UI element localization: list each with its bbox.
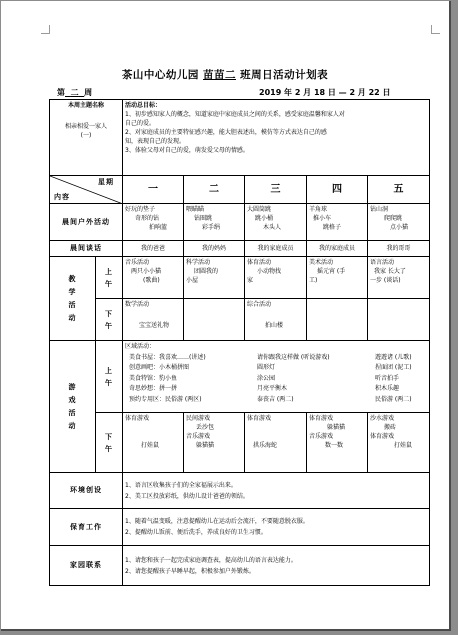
- home-content: 1、请您和孩子一起完成家庭调查表，提高幼儿的语言表达能力。 2、请您提醒孩子早睡早起，积极参加户外锻炼。: [123, 546, 430, 586]
- outdoor-item: 羊角球 推小车 跳格子: [307, 204, 368, 241]
- teaching-am-item: 语言活动 我家 长大了 一步 (谈话): [368, 257, 430, 299]
- games-pm-row: [50, 413, 430, 473]
- teaching-pm-label: 下午: [96, 299, 123, 341]
- care-content: 1、随着气温变暖，注意提醒幼儿在运动后会流汗，不要随意脱衣服。 2、提醒幼儿饭前、便后洗手，养成良好的卫生习惯。: [123, 509, 430, 546]
- day-header-label: 星期 内容: [50, 176, 123, 204]
- teaching-label: 教学活动: [50, 257, 96, 341]
- teaching-am-row: [50, 257, 430, 299]
- games-pm-item: 沙水游戏 搬砖 体育游戏 打娃鼠: [368, 413, 430, 473]
- date-range: 2019 年 2 月 18 日 — 2 月 22 日: [259, 88, 391, 97]
- document-page: [1, 1, 451, 631]
- talk-item: 我的妈妈: [184, 241, 245, 257]
- games-pm-item: 体育游戏 躲猫猫 音乐游戏 数一数: [307, 413, 368, 473]
- talk-row: [50, 241, 430, 257]
- talk-item: 我的家庭成员: [245, 241, 307, 257]
- outdoor-item: 钻山洞 爬爬跳 点小猫: [368, 204, 430, 241]
- day-3: 三: [245, 176, 307, 204]
- page-title: 茶山中心幼儿园 苗苗二 班周日活动计划表: [121, 69, 329, 81]
- home-label: 家园联系: [50, 546, 123, 586]
- teaching-am-label: 上午: [96, 257, 123, 299]
- theme-row: [50, 100, 430, 176]
- outdoor-item: 喂瞄瞄 钻圈跳 彩手绢: [184, 204, 245, 241]
- outdoor-item: 好玩的垫子 奇形的钻 拍响篮: [123, 204, 184, 241]
- games-pm-label: 下午: [96, 413, 123, 473]
- teaching-am-item: 科学活动 团圆我的 小屋: [184, 257, 245, 299]
- day-header-row: [50, 176, 430, 204]
- env-label: 环境创设: [50, 473, 123, 509]
- talk-item: 我的家庭成员: [307, 241, 368, 257]
- outdoor-row: [50, 204, 430, 241]
- plan-table: [49, 99, 430, 586]
- teaching-pm-item: 数学活动 宝宝送礼物: [123, 299, 184, 341]
- teaching-pm-row: [50, 299, 430, 341]
- day-4: 四: [307, 176, 368, 204]
- day-1: 一: [123, 176, 184, 204]
- care-label: 保育工作: [50, 509, 123, 546]
- outdoor-item: 大圆筒跳 跳小桶 木头人: [245, 204, 307, 241]
- home-row: [50, 546, 430, 586]
- teaching-pm-item: 综合活动 拍山楼: [245, 299, 307, 341]
- talk-item: 我的哥哥: [368, 241, 430, 257]
- theme-cell: 本周主题名称 相亲相爱一家人 (一): [50, 100, 123, 176]
- day-2: 二: [184, 176, 245, 204]
- games-pm-item: 体育游戏 打娃鼠: [123, 413, 184, 473]
- teaching-pm-item: [184, 299, 245, 341]
- games-pm-item: 体育游戏 拱乐海蛇: [245, 413, 307, 473]
- talk-item: 我的爸爸: [123, 241, 184, 257]
- theme-goals: 活动总目标： 1、初步感知家人的概念，知道家庭中家庭成员之间的关系，感受家庭温馨和家人对 自己的爱。 2、对家庭成员的主要特征感兴趣，能大胆表述出，模仿等方式表达自己的感 知，表现自己的发现。 3、体验父母对自己的爱，萌发爱父母的情感。: [123, 100, 430, 176]
- games-am-label: 上午: [96, 341, 123, 413]
- games-am-row: [50, 341, 430, 413]
- env-content: 1、语言区收集孩子们的全家福展示出来。 2、美工区投放彩纸，供幼儿设计爸爸的领结。: [123, 473, 430, 509]
- care-row: [50, 509, 430, 546]
- teaching-pm-item: [307, 299, 368, 341]
- day-5: 五: [368, 176, 430, 204]
- corner-mark: [41, 25, 50, 34]
- teaching-am-item: 体育活动 小动物找 家: [245, 257, 307, 299]
- outdoor-label: 晨间户外活动: [50, 204, 123, 241]
- corner-mark: [431, 25, 440, 34]
- teaching-am-item: 美术活动 摇元宵 (手 工): [307, 257, 368, 299]
- class-name: 苗苗二: [203, 69, 236, 81]
- week-label: 第 二 周: [57, 88, 93, 97]
- games-label: 游戏活动: [50, 341, 96, 473]
- talk-label: 晨间谈话: [50, 241, 123, 257]
- teaching-am-item: 音乐活动 两只小小猫 (歌曲): [123, 257, 184, 299]
- area-activities: 区域活动： 美食书屋：我喜欢……(讲述) 请你跟我这样做 (听说游戏) 遊遊诸 (儿歌) 创意画吧：小木桶拼图 圆形灯 捏面团 (泥工) 美食特馆：豹小鱼 涂公园 听音拍手 奇思妙想：拼一拼 月亮平衡木 积木乐趣 预约专用区：民俗游 (两区) 泰丧吉 (两二) 民俗游 (两二): [123, 341, 430, 413]
- games-pm-item: 民间游戏 丢沙包 音乐游戏 躲猫猫: [184, 413, 245, 473]
- teaching-pm-item: [368, 299, 430, 341]
- env-row: [50, 473, 430, 509]
